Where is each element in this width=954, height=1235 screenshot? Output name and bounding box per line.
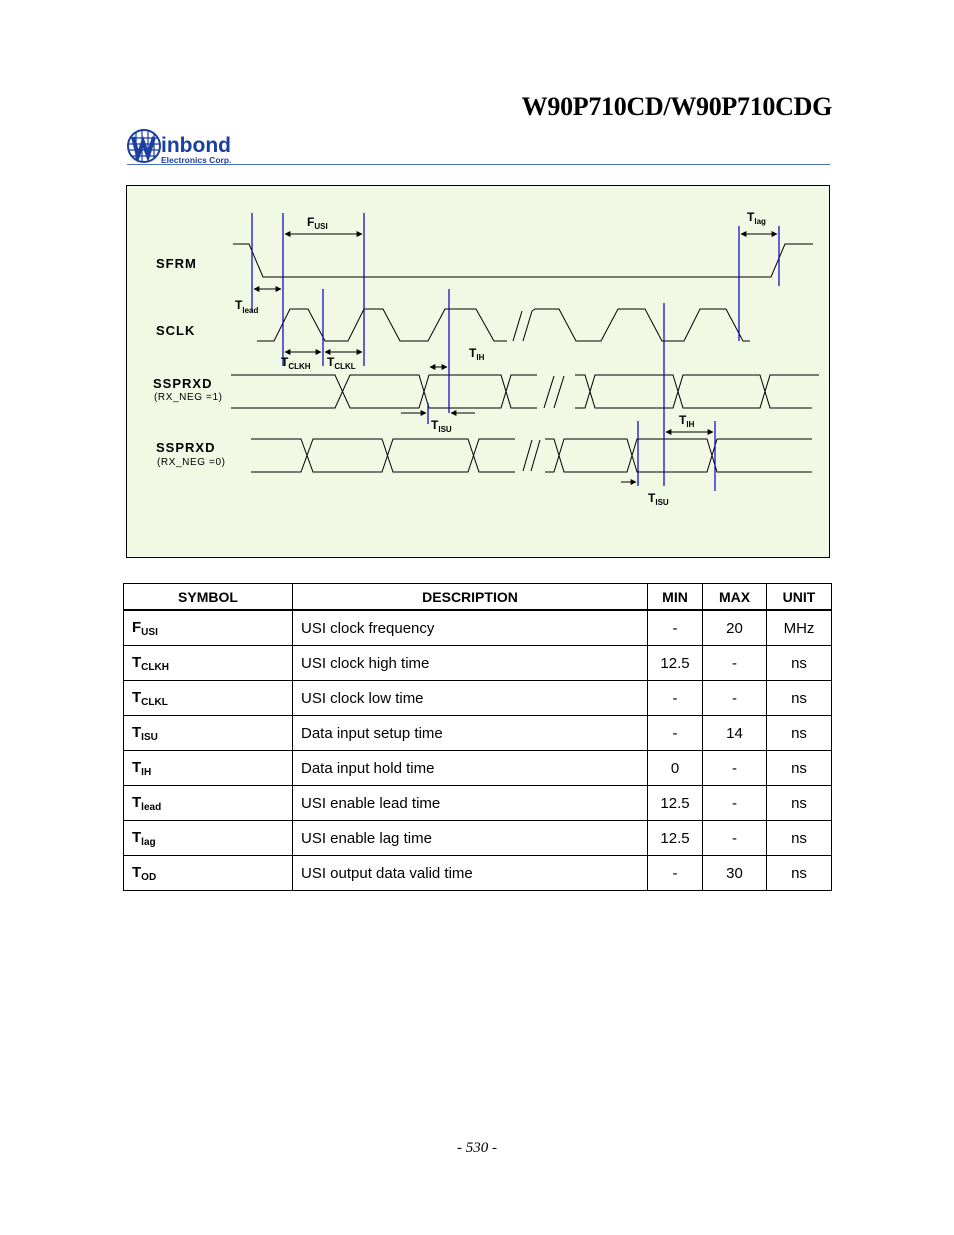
label-tisu-1: $T_{ISU}$ (431, 418, 452, 434)
ssprxd1-upper (231, 375, 537, 408)
table-row (124, 716, 832, 751)
label-tclkl: $T_{CLKL}$ (327, 355, 356, 371)
description-cell: USI clock frequency (293, 610, 648, 646)
max-cell: - (703, 646, 767, 681)
col-header-symbol: SYMBOL (124, 584, 293, 611)
max-cell: 14 (703, 716, 767, 751)
description-cell: USI output data valid time (293, 856, 648, 891)
max-cell: - (703, 751, 767, 786)
unit-cell: MHz (767, 610, 832, 646)
min-cell: - (648, 856, 703, 891)
min-cell: 0 (648, 751, 703, 786)
unit-cell: ns (767, 716, 832, 751)
table-row (124, 681, 832, 716)
description-cell: USI enable lag time (293, 821, 648, 856)
symbol-cell: $T_{OD}$ (124, 856, 293, 891)
min-cell: - (648, 610, 703, 646)
label-tih-2: $T_{IH}$ (679, 413, 695, 429)
table-row (124, 786, 832, 821)
description-cell: USI clock low time (293, 681, 648, 716)
sclk-waveform-b (532, 309, 750, 341)
col-header-description: DESCRIPTION (293, 584, 648, 611)
max-cell: 30 (703, 856, 767, 891)
label-tlead: $T_{lead}$ (235, 298, 259, 315)
unit-cell: ns (767, 681, 832, 716)
unit-cell: ns (767, 786, 832, 821)
sclk-waveform-a (257, 309, 507, 341)
header-divider (127, 164, 830, 165)
ssprxd0-upper (251, 439, 515, 472)
table-header-row (124, 584, 832, 611)
table-row (124, 856, 832, 891)
signal-label-ssprxd-1: SSPRXD (153, 376, 213, 391)
label-fusi: $F_{USI}$ (307, 215, 328, 231)
description-cell: USI clock high time (293, 646, 648, 681)
label-tisu-2: $T_{ISU}$ (648, 491, 669, 507)
max-cell: - (703, 821, 767, 856)
sfrm-waveform (233, 244, 813, 277)
timing-spec-table (123, 583, 832, 891)
col-header-unit: UNIT (767, 584, 832, 611)
signal-label-sfrm: SFRM (156, 256, 197, 271)
winbond-logo (127, 125, 257, 167)
ssprxd0-lower (251, 439, 515, 472)
signal-label-ssprxd-0: SSPRXD (156, 440, 216, 455)
table-row (124, 751, 832, 786)
page-number: - 530 - (457, 1140, 497, 1156)
timing-diagram (126, 185, 830, 558)
table-row (124, 610, 832, 646)
signal-label-sclk: SCLK (156, 323, 196, 338)
logo-wordmark: inbond (161, 134, 231, 157)
ssprxd1-lower (231, 375, 537, 408)
unit-cell: ns (767, 751, 832, 786)
symbol-cell: $T_{lag}$ (124, 821, 293, 856)
signal-note-rx-neg-1: (RX_NEG =1) (154, 392, 223, 403)
symbol-cell: $T_{ISU}$ (124, 716, 293, 751)
symbol-cell: $F_{USI}$ (124, 610, 293, 646)
description-cell: Data input setup time (293, 716, 648, 751)
min-cell: - (648, 716, 703, 751)
label-tlag: $T_{lag}$ (747, 210, 766, 226)
table-row (124, 821, 832, 856)
min-cell: 12.5 (648, 646, 703, 681)
col-header-min: MIN (648, 584, 703, 611)
symbol-cell: $T_{lead}$ (124, 786, 293, 821)
symbol-cell: $T_{IH}$ (124, 751, 293, 786)
timing-diagram-svg (127, 186, 829, 557)
col-header-max: MAX (703, 584, 767, 611)
symbol-cell: $T_{CLKL}$ (124, 681, 293, 716)
min-cell: 12.5 (648, 821, 703, 856)
min-cell: - (648, 681, 703, 716)
unit-cell: ns (767, 856, 832, 891)
unit-cell: ns (767, 821, 832, 856)
document-title: W90P710CD/W90P710CDG (521, 92, 832, 121)
signal-note-rx-neg-0: (RX_NEG =0) (157, 457, 226, 468)
max-cell: 20 (703, 610, 767, 646)
table-row (124, 646, 832, 681)
logo-tagline: Electronics Corp. (161, 155, 232, 165)
unit-cell: ns (767, 646, 832, 681)
label-tclkh: $T_{CLKH}$ (281, 355, 311, 371)
max-cell: - (703, 681, 767, 716)
description-cell: Data input hold time (293, 751, 648, 786)
description-cell: USI enable lead time (293, 786, 648, 821)
max-cell: - (703, 786, 767, 821)
symbol-cell: $T_{CLKH}$ (124, 646, 293, 681)
min-cell: 12.5 (648, 786, 703, 821)
globe-icon (128, 130, 160, 162)
label-tih-1: $T_{IH}$ (469, 346, 485, 362)
